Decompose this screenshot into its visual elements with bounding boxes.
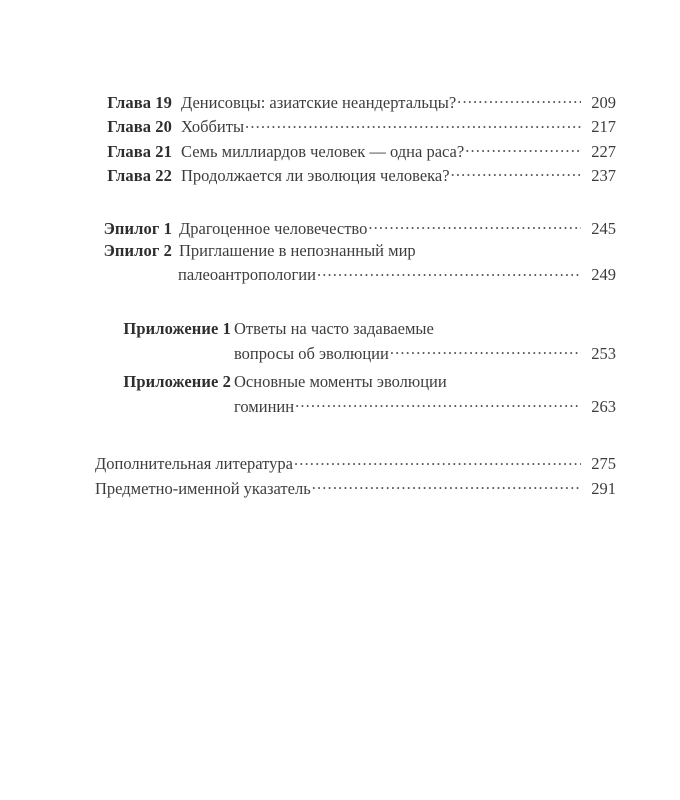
dot-leader: [317, 264, 581, 280]
appendix-title-continuation: гоминин: [234, 396, 295, 416]
page-number: 263: [591, 396, 616, 416]
appendix-label: Приложение 1: [123, 319, 231, 339]
chapter-title: Семь миллиардов человек — одна раса?: [181, 141, 465, 161]
toc-entry-appendix[interactable]: [86, 373, 616, 391]
page-number: 217: [591, 117, 616, 137]
toc-entry-appendix[interactable]: [86, 320, 616, 338]
epilogue-list: [86, 218, 616, 284]
dot-leader: [294, 453, 581, 469]
appendix-list: [86, 320, 616, 415]
appendix-title: Ответы на часто задаваемые: [234, 319, 434, 339]
epilogue-label: Эпилог 1: [103, 218, 172, 238]
toc-entry-epilogue[interactable]: [86, 218, 616, 238]
toc-entry-epilogue-continuation[interactable]: [86, 264, 616, 284]
toc-entry-chapter[interactable]: [86, 141, 616, 161]
page-number: 249: [591, 265, 616, 285]
dot-leader: [465, 141, 581, 157]
toc-entry-epilogue[interactable]: [86, 242, 616, 260]
epilogue-title: Драгоценное человечество: [179, 218, 368, 238]
chapter-title: Продолжается ли эволюция человека?: [181, 165, 450, 185]
appendix-title: Основные моменты эволюции: [234, 372, 447, 392]
chapter-title: Хоббиты: [181, 117, 245, 137]
page-number: 291: [591, 478, 616, 498]
page-number: 227: [591, 141, 616, 161]
appendix-group: [86, 373, 616, 415]
epilogue-title: Приглашение в непознанный мир: [179, 241, 416, 261]
dot-leader: [390, 343, 581, 359]
appendix-title-continuation: вопросы об эволюции: [234, 343, 389, 363]
page-number: 209: [591, 93, 616, 112]
backmatter-title: Предметно-именной указатель: [95, 478, 311, 498]
toc-entry-chapter[interactable]: [86, 92, 616, 112]
dot-leader: [368, 218, 581, 234]
backmatter-list: [86, 453, 616, 497]
epilogue-title-continuation: палеоантропологии: [178, 265, 316, 285]
chapter-label: Глава 20: [107, 117, 172, 137]
toc-entry-backmatter[interactable]: [95, 478, 616, 498]
page-number: 237: [591, 165, 616, 185]
page-number: 275: [591, 454, 616, 474]
toc-entry-appendix-continuation[interactable]: [86, 396, 616, 416]
chapter-title: Денисовцы: азиатские неандертальцы?: [181, 93, 457, 112]
chapter-list: [86, 92, 616, 185]
dot-leader: [295, 396, 581, 412]
toc-entry-chapter[interactable]: [86, 116, 616, 136]
toc-entry-chapter[interactable]: [86, 165, 616, 185]
epilogue-label: Эпилог 2: [103, 241, 172, 261]
chapter-label: Глава 19: [107, 93, 172, 112]
backmatter-title: Дополнительная литература: [95, 454, 293, 474]
dot-leader: [245, 116, 581, 132]
dot-leader: [457, 92, 581, 108]
dot-leader: [451, 165, 581, 181]
toc-entry-backmatter[interactable]: [95, 453, 616, 473]
toc-entry-appendix-continuation[interactable]: [86, 343, 616, 363]
appendix-label: Приложение 2: [123, 372, 231, 392]
dot-leader: [312, 478, 581, 494]
page-number: 253: [591, 343, 616, 363]
chapter-label: Глава 21: [107, 141, 172, 161]
page-number: 245: [591, 218, 616, 238]
table-of-contents: [86, 92, 616, 502]
chapter-label: Глава 22: [107, 165, 172, 185]
appendix-group: [86, 320, 616, 362]
